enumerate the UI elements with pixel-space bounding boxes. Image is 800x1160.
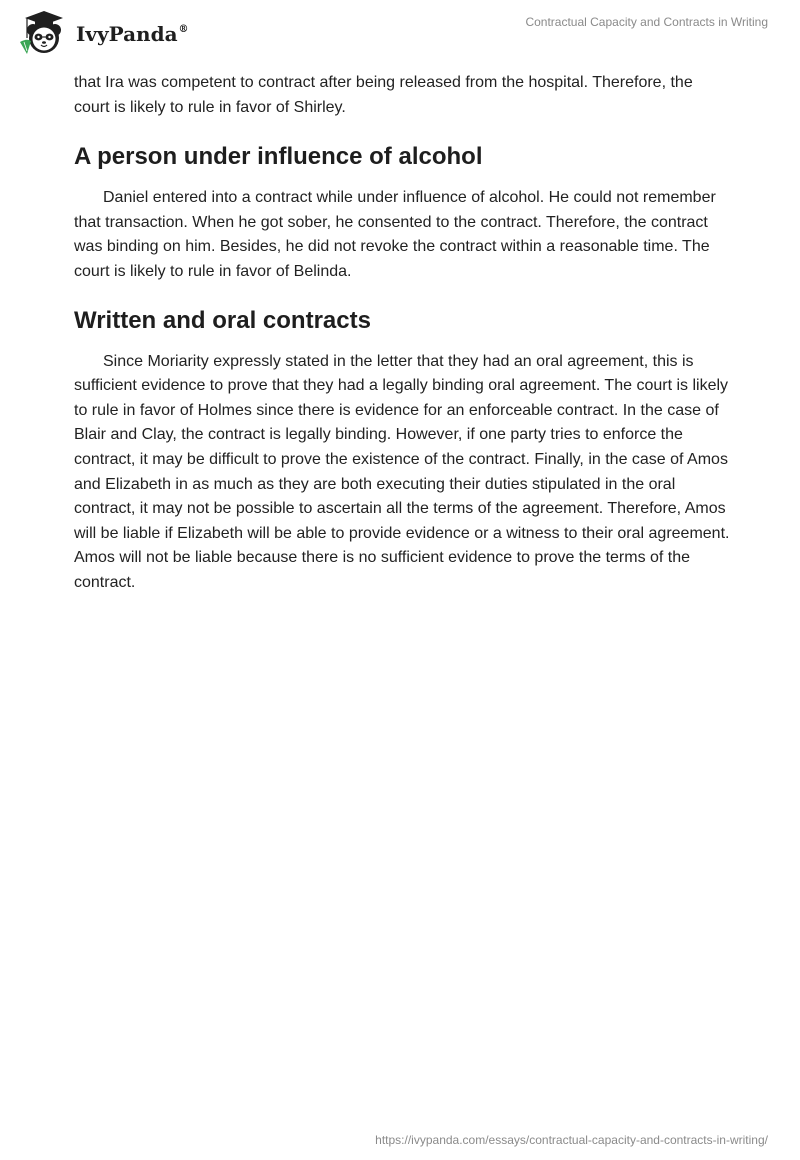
- section-heading-alcohol: A person under influence of alcohol: [74, 143, 483, 171]
- intro-paragraph: that Ira was competent to contract after being released from the hospital. Therefore, the court is likely to rule in favor of Shirley.: [74, 74, 693, 116]
- essay-body: [74, 71, 730, 596]
- registered-mark: ®: [178, 24, 189, 35]
- logo-wordmark-text: IvyPanda: [76, 22, 178, 46]
- ivypanda-logo[interactable]: [16, 8, 189, 56]
- logo-wordmark: [76, 22, 189, 46]
- source-url[interactable]: https://ivypanda.com/essays/contractual-capacity-and-contracts-in-writing/: [375, 1133, 768, 1147]
- section-paragraph-alcohol: Daniel entered into a contract while under influence of alcohol. He could not remember that transaction. When he got sober, he consented to the contract. Therefore, the contract was binding on him. Besides, he did not revoke the contract within a reasonable time. The court is likely to rule in favor of Belinda.: [74, 189, 716, 280]
- section-paragraph-written-oral: Since Moriarity expressly stated in the letter that they had an oral agreement, this is sufficient evidence to prove that they had a legally binding oral agreement. The court is likely to rule in favor of Holmes since there is evidence for an enforceable contract. In the case of Blair and Clay, the contract is legally binding. However, if one party tries to enforce the contract, it may be difficult to prove the existence of the contract. Finally, in the case of Amos and Elizabeth in as much as they are both executing their duties stipulated in the oral contract, it may not be possible to ascertain all the terms of the agreement. Therefore, Amos will be liable if Elizabeth will be able to provide evidence or a witness to their oral agreement. Amos will not be liable because there is no sufficient evidence to prove the terms of the contract.: [74, 352, 730, 591]
- document-title: Contractual Capacity and Contracts in Writing: [525, 15, 768, 29]
- panda-graduate-icon: [16, 8, 72, 56]
- page-header: [0, 0, 800, 66]
- section-heading-written-oral: Written and oral contracts: [74, 306, 371, 334]
